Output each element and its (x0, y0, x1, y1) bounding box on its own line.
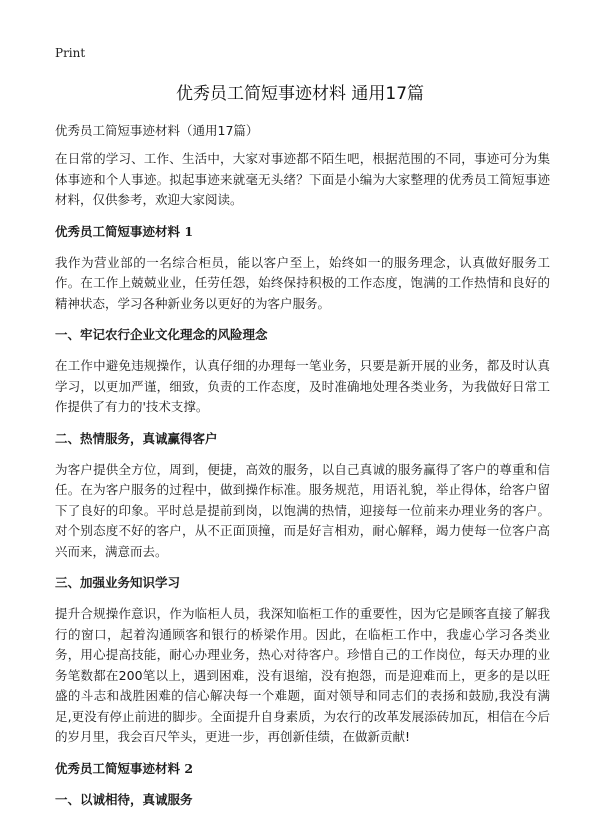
paragraph-business-learning: 提升合规操作意识，作为临柜人员，我深知临柜工作的重要性，因为它是顾客直接了解我行的窗口，起着沟通顾客和银行的桥梁作用。因此，在临柜工作中，我虚心学习各类业务，用心提高技能，耐心办理业务，热心对待客户。珍惜自己的工作岗位，每天办理的业务笔数都在200笔以上，遇到困难，没有退缩，没有抱怨，而是迎难而上，更多的是以旺盛的斗志和战胜困难的信心解决每一个难题，面对领导和同志们的表扬和鼓励,我没有满足,更没有停止前进的脚步。全面提升自身素质，为农行的改革发展添砖加瓦，相信在今后的岁月里，我会百尺竿头，更进一步，再创新佳绩，在做新贡献! (55, 606, 550, 744)
document-title: 优秀员工简短事迹材料 通用17篇 (175, 84, 425, 104)
section-2-title: 优秀员工简短事迹材料 2 (55, 760, 194, 776)
section-1-title: 优秀员工简短事迹材料 1 (55, 223, 194, 239)
heading-risk-concept: 一、牢记农行企业文化理念的风险理念 (55, 327, 268, 342)
intro-paragraph: 在日常的学习、工作、生活中，大家对事迹都不陌生吧，根据范围的不同，事迹可分为集体事迹和个人事迹。拟起事迹来就毫无头绪？下面是小编为大家整理的优秀员工简短事迹材料，仅供参考，欢迎大家阅读。 (55, 151, 550, 207)
section-1-paragraph: 我作为营业部的一名综合柜员，能以客户至上，始终如一的服务理念，认真做好服务工作。在工作上兢兢业业，任劳任怨，始终保持积极的工作态度，饱满的工作热情和良好的精神状态，学习各种新业务以更好的为客户服务。 (55, 254, 550, 311)
paragraph-risk-concept: 在工作中避免违规操作，认真仔细的办理每一笔业务，只要是新开展的业务，都及时认真学习，以更加严谨，细致，负责的工作态度，及时准确地处理各类业务，为我做好日常工作提供了有力的'技术支撑。 (55, 358, 550, 414)
heading-sincere-service: 一、以诚相待，真诚服务 (55, 791, 193, 807)
heading-business-learning: 三、加强业务知识学习 (55, 575, 181, 590)
document-subtitle: 优秀员工简短事迹材料（通用17篇） (55, 123, 259, 138)
document-body (55, 121, 550, 821)
print-link[interactable]: Print (55, 46, 86, 60)
paragraph-warm-service: 为客户提供全方位，周到，便捷，高效的服务，以自己真诚的服务赢得了客户的尊重和信任。在为客户服务的过程中，做到操作标准。服务规范，用语礼貌，举止得体，给客户留下了良好的印象。平时总是提前到岗，以饱满的热情，迎接每一位前来办理业务的客户。对个别态度不好的客户，从不正面顶撞，而是好言相劝，耐心解释，竭力使每一位客户高兴而来，满意而去。 (55, 461, 550, 559)
heading-warm-service: 二、热情服务，真诚赢得客户 (55, 430, 218, 446)
